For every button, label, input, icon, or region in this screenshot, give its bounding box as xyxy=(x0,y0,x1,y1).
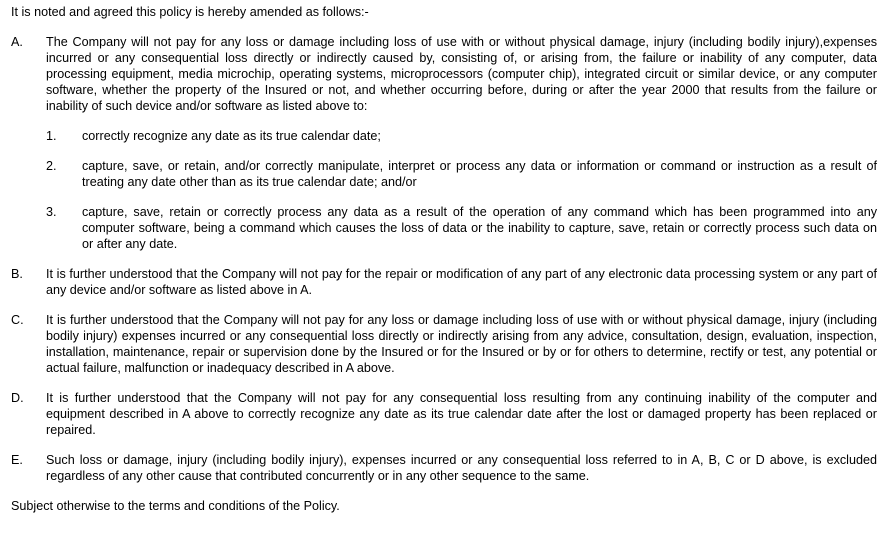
clause-marker: A. xyxy=(11,35,23,49)
clause-e xyxy=(11,452,877,484)
clause-marker: D. xyxy=(11,391,24,405)
subitem-3 xyxy=(46,204,877,252)
clause-b xyxy=(11,266,877,298)
subitem-text: capture, save, or retain, and/or correctly manipulate, interpret or process any data or information or command or instruction as a result of treating any date other than as its true calendar date; and/or xyxy=(82,159,877,189)
clause-text: It is further understood that the Company will not pay for the repair or modification of any part of any electronic data processing system or any part of any device and/or software as listed above in A. xyxy=(46,267,877,297)
clause-text: It is further understood that the Company will not pay for any consequential loss resulting from any continuing inability of the computer and equipment described in A above to correctly recognize any date as its true calendar date after the lost or damaged property has been replaced or repaired. xyxy=(46,391,877,437)
closing-statement: Subject otherwise to the terms and conditions of the Policy. xyxy=(11,499,340,513)
clause-marker: B. xyxy=(11,267,23,281)
subitem-marker: 1. xyxy=(46,129,57,143)
clause-text: The Company will not pay for any loss or damage including loss of use with or without physical damage, injury (including bodily injury),expenses incurred or any consequential loss directly or indirectly caused by, consisting of, or arising from, the failure or inability of any computer, data processing equipment, media microchip, operating systems, microprocessors (computer chip), integrated circuit or similar device, or any computer software, whether the property of the Insured or not, and whether occurring before, during or after the year 2000 that results from the failure or inability of such device and/or software as listed above to: xyxy=(46,35,877,113)
subitem-text: capture, save, retain or correctly process any data as a result of the operation of any command which has been programmed into any computer software, being a command which causes the loss of data or the inability to capture, save, retain or correctly process such data on or after any date. xyxy=(82,205,877,251)
clause-text: Such loss or damage, injury (including bodily injury), expenses incurred or any consequential loss referred to in A, B, C or D above, is excluded regardless of any other cause that contributed concurrently or in any other sequence to the same. xyxy=(46,453,877,483)
clause-d xyxy=(11,390,877,438)
policy-endorsement-document xyxy=(11,4,877,527)
clause-c xyxy=(11,312,877,376)
subitem-marker: 2. xyxy=(46,159,57,173)
subitem-1 xyxy=(46,128,877,144)
clause-marker: C. xyxy=(11,313,24,327)
clause-a-subitems xyxy=(46,128,877,252)
clause-marker: E. xyxy=(11,453,23,467)
clause-a xyxy=(11,34,877,252)
clause-text: It is further understood that the Company will not pay for any loss or damage including loss of use with or without physical damage, injury (including bodily injury) expenses incurred or any consequential loss directly or indirectly arising from any advice, consultation, design, evaluation, inspection, installation, maintenance, repair or supervision done by the Insured or for the Insured or by or for others to determine, rectify or test, any potential or actual failure, malfunction or inadequacy described in A above. xyxy=(46,313,877,375)
subitem-text: correctly recognize any date as its true calendar date; xyxy=(82,129,381,143)
subitem-2 xyxy=(46,158,877,190)
intro-statement: It is noted and agreed this policy is hereby amended as follows:- xyxy=(11,5,369,19)
subitem-marker: 3. xyxy=(46,205,57,219)
